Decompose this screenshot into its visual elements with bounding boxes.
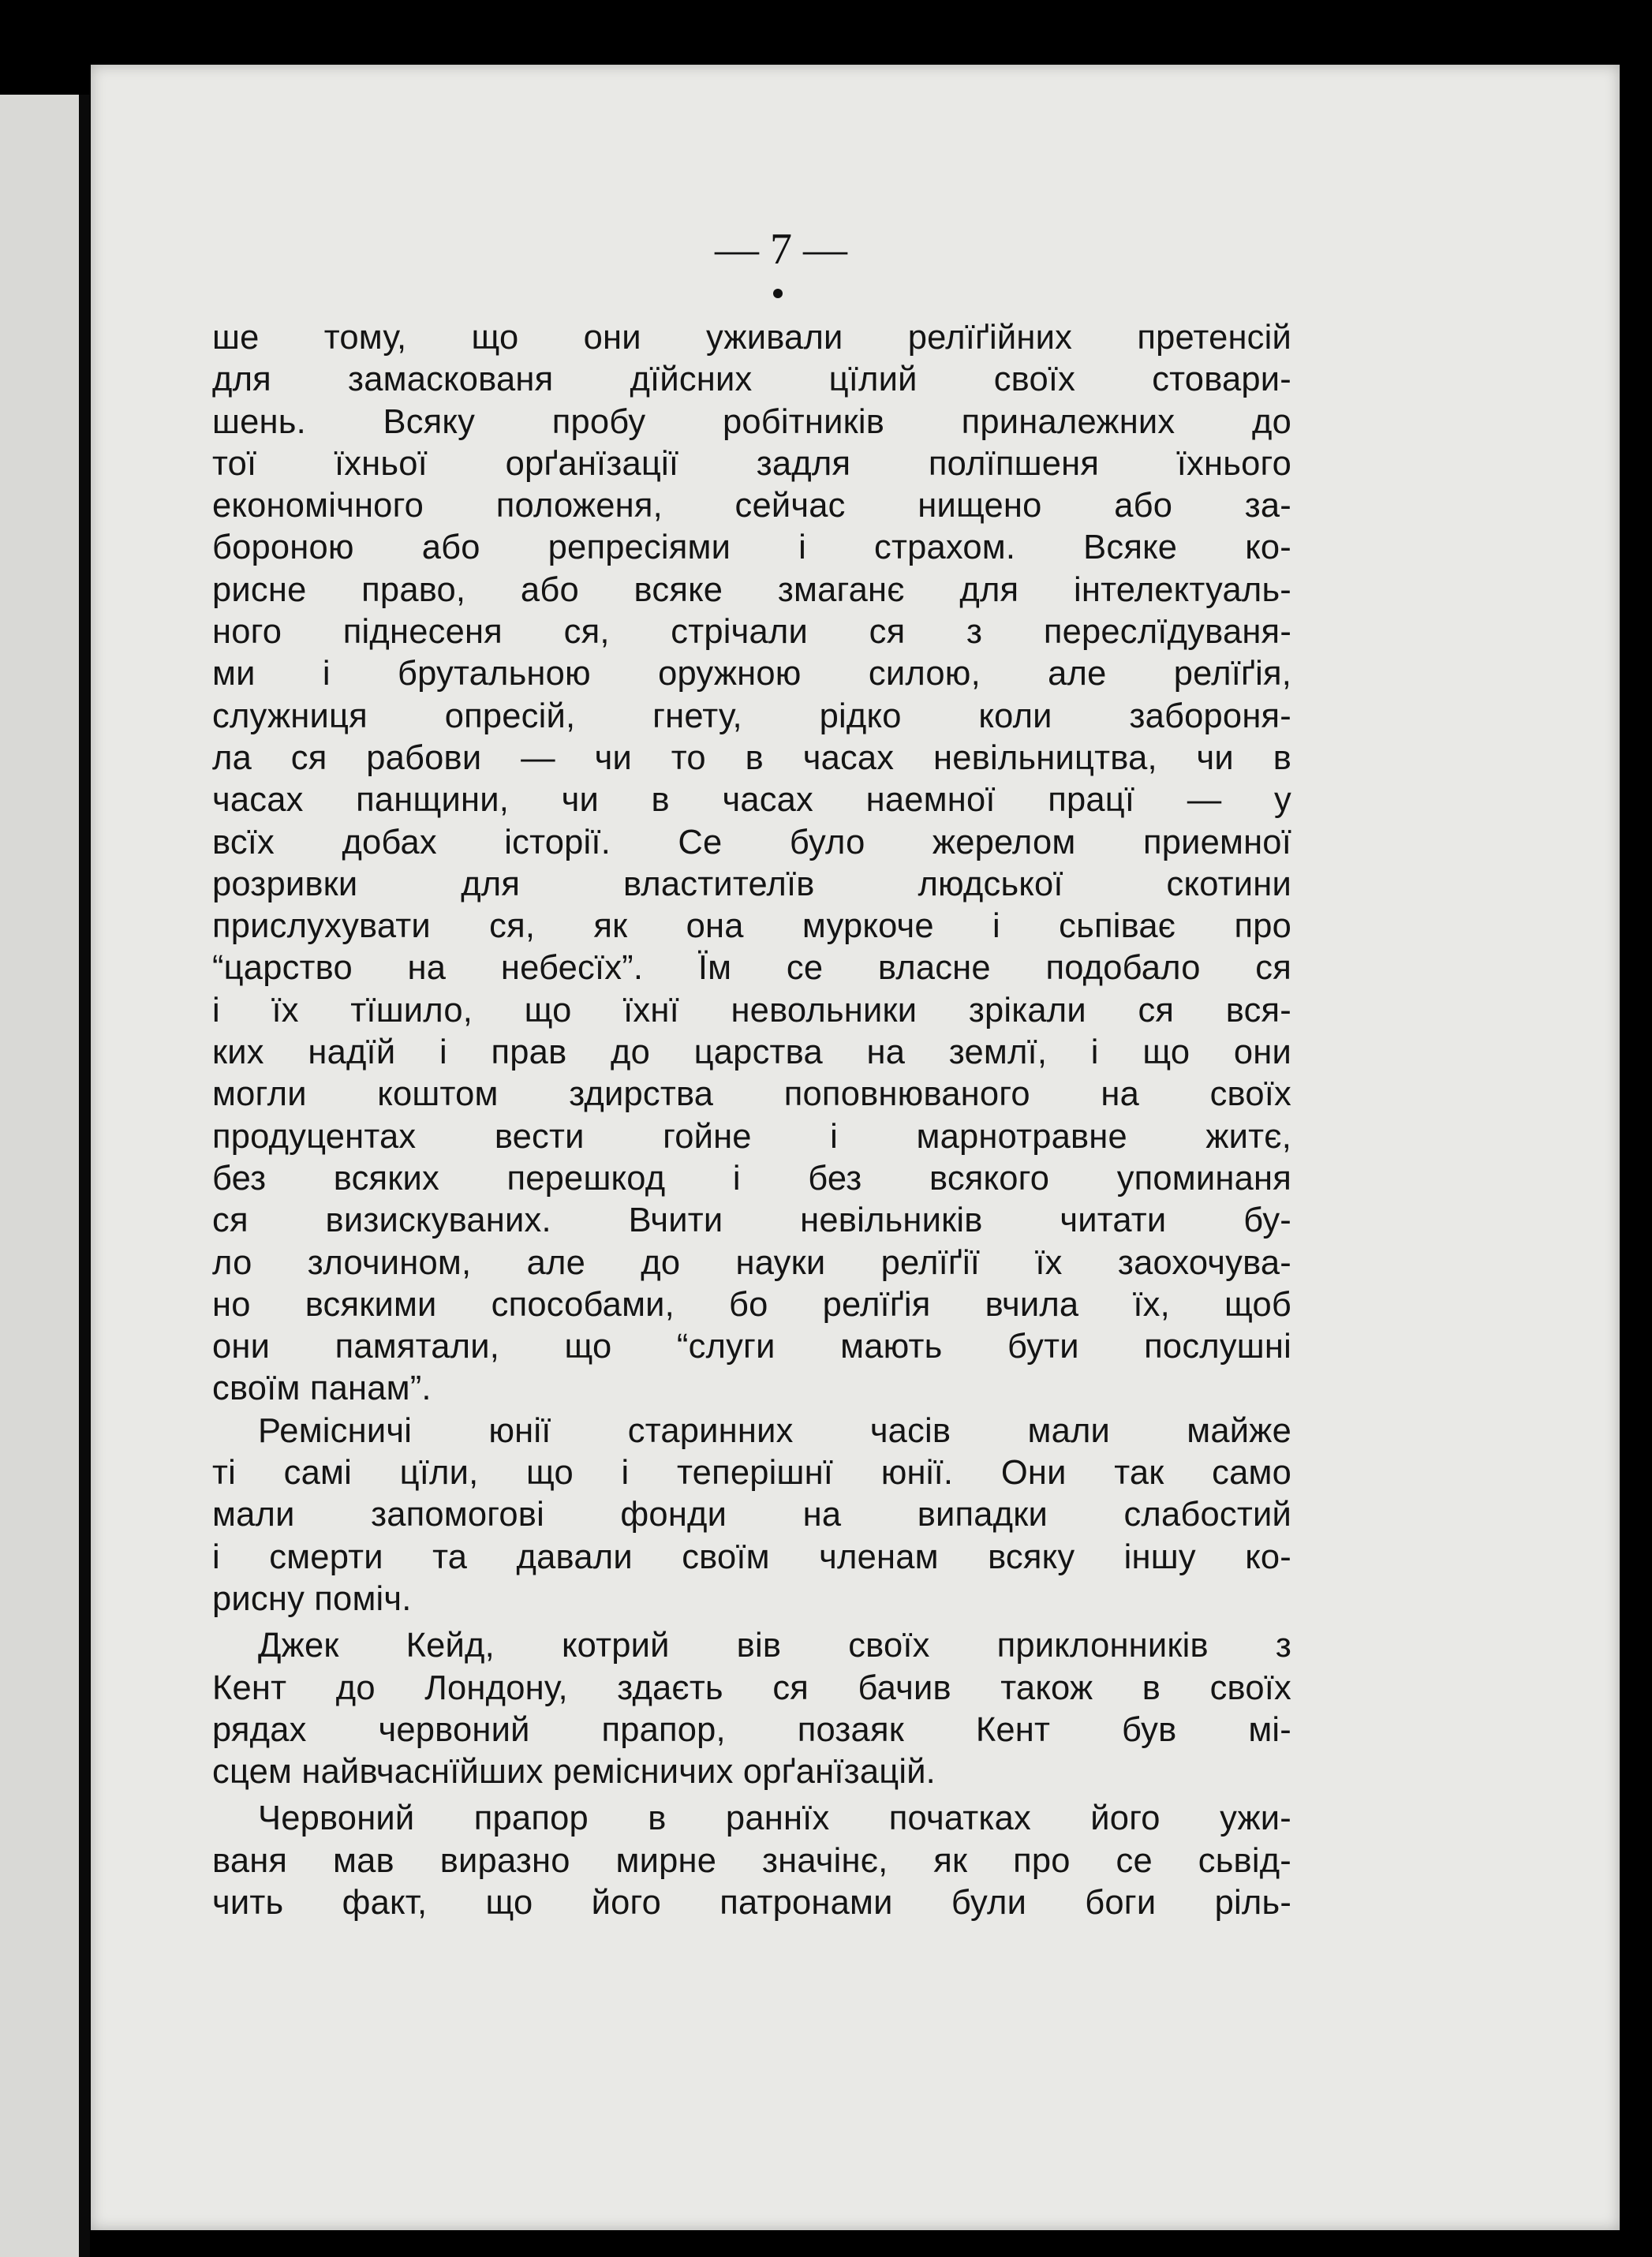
text-line: часах панщини, чи в часах наемної працї — у	[212, 781, 1291, 820]
text-line: рисну поміч.	[212, 1579, 412, 1618]
text-line: Червоний прапор в раннїх початках його ужи-	[258, 1799, 1291, 1838]
text-line: чить факт, що його патронами були боги ріль-	[212, 1883, 1291, 1922]
text-line: тої їхньої орґанїзації задля полїпшеня їхнього	[212, 444, 1291, 483]
facing-page-edge	[0, 95, 90, 2257]
text-line: і їх тїшило, що їхнї невольники зрікали ся вся-	[212, 991, 1291, 1029]
text-line: они памятали, що “слуги мають бути послушні	[212, 1328, 1291, 1366]
text-line: своїм панам”.	[212, 1370, 432, 1408]
text-line: мали запомогові фонди на випадки слабостий	[212, 1496, 1291, 1534]
text-line: Кент до Лондону, здаєть ся бачив також в своїх	[212, 1668, 1291, 1707]
paragraph-1	[212, 317, 1291, 1411]
text-line: економічного положеня, сейчас нищено або за-	[212, 487, 1291, 525]
text-line: всїх добах історії. Се було жерелом приемної	[212, 823, 1291, 861]
text-line: Ремісничі юнії старинних часів мали майже	[258, 1411, 1291, 1450]
text-line: ких надїй і прав до царства на землї, і що они	[212, 1033, 1291, 1072]
text-line: ла ся рабови — чи то в часах невільництва, чи в	[212, 738, 1291, 777]
text-line: ного піднесеня ся, стрічали ся з переслїдуваня-	[212, 613, 1291, 652]
text-line: ваня мав виразно мирне значінє, як про се сьвід-	[212, 1841, 1291, 1880]
text-line: “царство на небесїх”. Їм се власне подобало ся	[212, 949, 1291, 988]
text-line: рядах червоний прапор, позаяк Кент був мі-	[212, 1710, 1291, 1749]
paragraph-4	[212, 1798, 1291, 1924]
paragraph-2	[212, 1411, 1291, 1620]
text-line: розривки для властителїв людської скотини	[212, 865, 1291, 903]
text-line: рисне право, або всяке змаганє для інтелектуаль-	[212, 570, 1291, 609]
body-text	[212, 317, 1291, 1924]
text-line: могли коштом здирства поповнюваного на своїх	[212, 1075, 1291, 1114]
text-line: ми і брутальною оружною силою, але релїґія,	[212, 655, 1291, 693]
text-line: ло злочином, але до науки релїґії їх заохочува-	[212, 1243, 1291, 1282]
page-number: — 7 —	[715, 225, 847, 274]
text-line: прислухувати ся, як она муркоче і сьпіває про	[212, 907, 1291, 946]
paragraph-3	[212, 1625, 1291, 1793]
text-line: без всяких перешкод і без всякого упоминаня	[212, 1159, 1291, 1198]
text-line: шень. Всяку пробу робітників приналежних до	[212, 402, 1291, 441]
text-line: продуцентах вести гойне і марнотравне житє,	[212, 1117, 1291, 1156]
text-line: но всякими способами, бо релїґія вчила їх, щоб	[212, 1285, 1291, 1324]
text-line: служниця опресій, гнету, рідко коли забороня-	[212, 697, 1291, 735]
text-line: ше тому, що они уживали релїґійних претенсій	[212, 319, 1291, 357]
text-line: сцем найвчаснїйших ремісничих орґанїзацій.	[212, 1753, 936, 1792]
text-line: для замаскованя дїйсних цїлий своїх стовари-	[212, 361, 1291, 399]
text-line: ті самі цїли, що і теперішнї юнії. Они так само	[212, 1454, 1291, 1493]
text-line: бороною або репресіями і страхом. Всяке ко-	[212, 529, 1291, 567]
ink-dot	[773, 289, 783, 298]
text-line: і смерти та давали своїм членам всяку іншу ко-	[212, 1538, 1291, 1576]
text-line: Джек Кейд, котрий вів своїх приклонників з	[258, 1627, 1291, 1665]
text-line: ся визискуваних. Вчити невільників читати бу-	[212, 1201, 1291, 1240]
